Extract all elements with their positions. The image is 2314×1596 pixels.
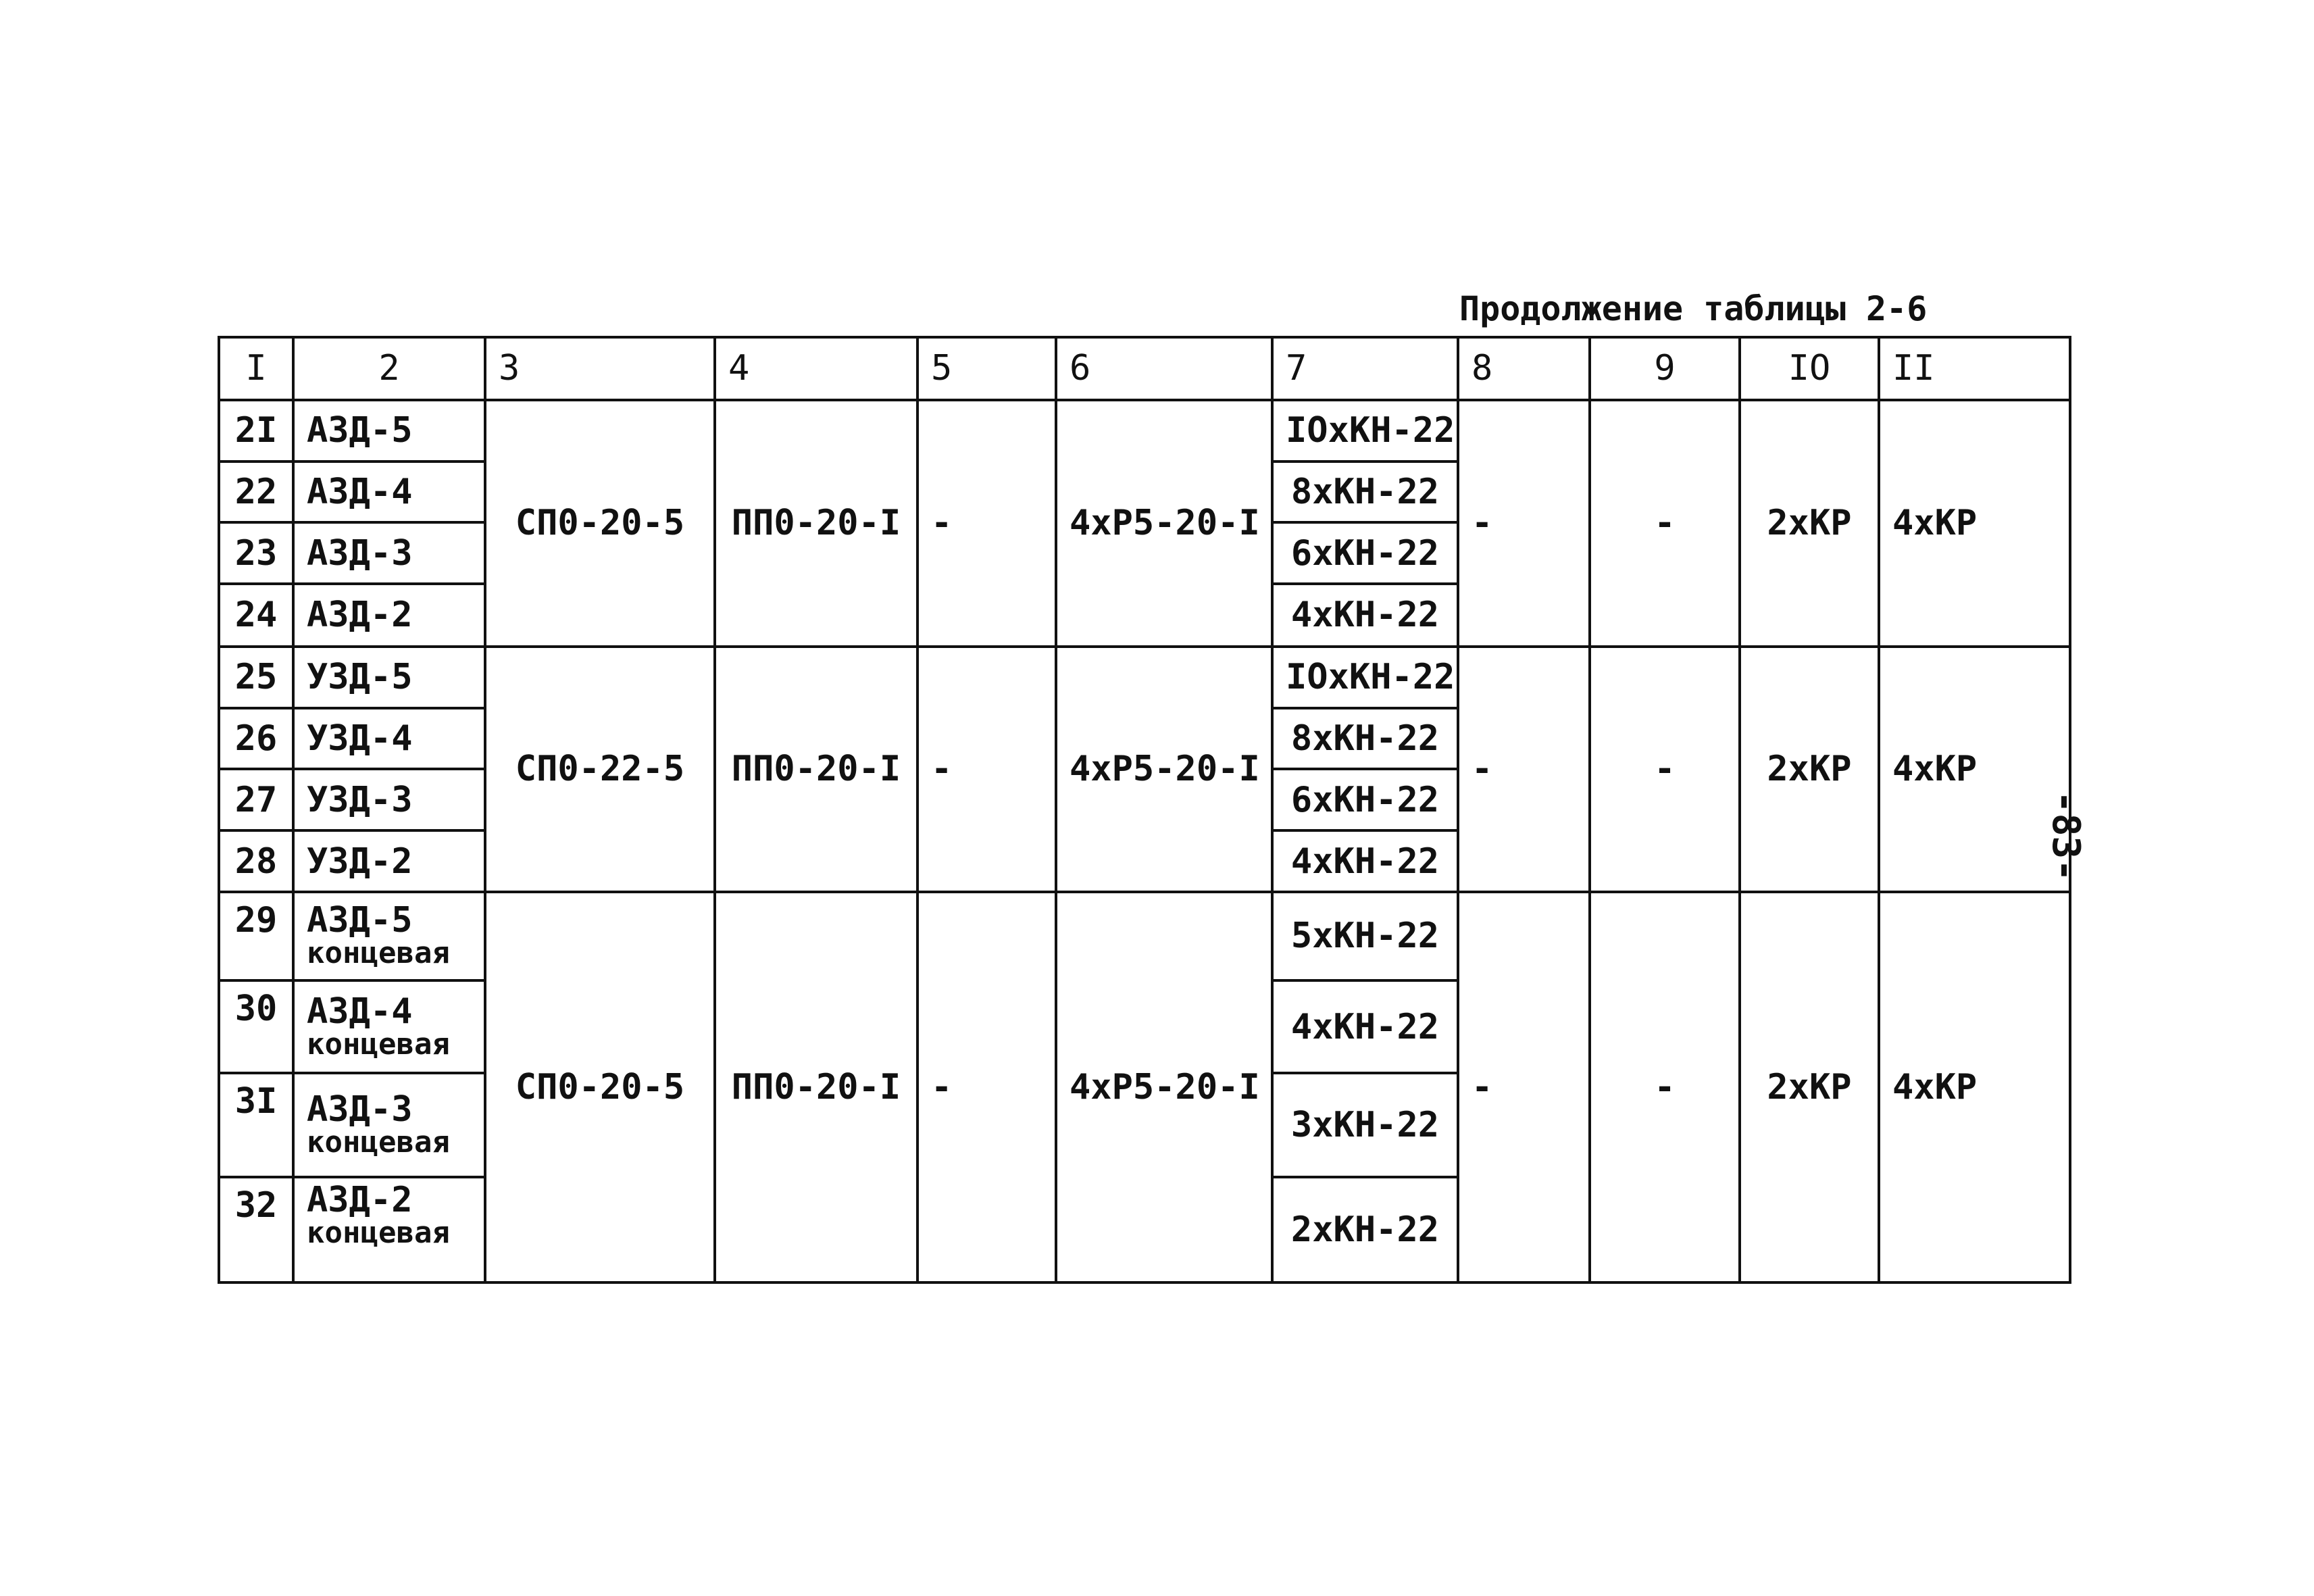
cell-col7: 4xКН-22: [1272, 584, 1458, 647]
cell-col7: 6xКН-22: [1272, 522, 1458, 584]
cell-col3: СП0-20-5: [485, 892, 715, 1282]
cell-col7: 3xКН-22: [1272, 1073, 1458, 1176]
item-name: УЗД-4: [293, 708, 485, 770]
item-name: [293, 980, 485, 1073]
item-name: УЗД-3: [293, 769, 485, 830]
row-number: 25: [219, 647, 293, 708]
row-number: 29: [219, 892, 293, 980]
cell-col7: 4xКН-22: [1272, 980, 1458, 1073]
header-cell: 2: [293, 337, 485, 400]
row-number: 23: [219, 522, 293, 584]
item-name-sub: концевая: [307, 1124, 450, 1159]
row-number: 22: [219, 462, 293, 523]
item-name-main: АЗД-5: [307, 900, 413, 941]
cell-col8: -: [1458, 400, 1590, 647]
row-number: 24: [219, 584, 293, 647]
item-name-sub: концевая: [307, 936, 450, 971]
spec-table: [218, 336, 2071, 1284]
row-number: 26: [219, 708, 293, 770]
cell-col4: ПП0-20-I: [715, 892, 917, 1282]
cell-col5: -: [917, 400, 1056, 647]
item-name: УЗД-2: [293, 830, 485, 892]
cell-col11: 4xКР: [1879, 400, 2070, 647]
row-number: 2I: [219, 400, 293, 462]
cell-col5: -: [917, 892, 1056, 1282]
header-cell: 9: [1590, 337, 1740, 400]
cell-col11: 4xКР: [1879, 647, 2070, 892]
table-row: [219, 892, 2070, 980]
item-name: [293, 1073, 485, 1176]
item-name: АЗД-4: [293, 462, 485, 523]
page-number: -83-: [2044, 791, 2088, 882]
cell-col7: 8xКН-22: [1272, 462, 1458, 523]
cell-col10: 2xКР: [1740, 892, 1879, 1282]
header-cell: 6: [1056, 337, 1272, 400]
cell-col10: 2xКР: [1740, 647, 1879, 892]
row-number: 28: [219, 830, 293, 892]
cell-col10: 2xКР: [1740, 400, 1879, 647]
cell-col4: ПП0-20-I: [715, 400, 917, 647]
table-row: [219, 647, 2070, 708]
cell-col7: IOxКН-22: [1272, 400, 1458, 462]
item-name-sub: концевая: [307, 1215, 450, 1250]
cell-col5: -: [917, 647, 1056, 892]
item-name-main: АЗД-4: [307, 991, 413, 1032]
cell-col7: 6xКН-22: [1272, 769, 1458, 830]
item-name: [293, 1177, 485, 1282]
item-name: УЗД-5: [293, 647, 485, 708]
row-number: 27: [219, 769, 293, 830]
item-name-main: АЗД-2: [307, 1179, 413, 1220]
table-caption: Продолжение таблицы 2-6: [1459, 289, 1928, 328]
cell-col7: 8xКН-22: [1272, 708, 1458, 770]
header-cell: 4: [715, 337, 917, 400]
cell-col7: 4xКН-22: [1272, 830, 1458, 892]
item-name-main: АЗД-3: [307, 1089, 413, 1130]
header-cell: I: [219, 337, 293, 400]
header-cell: 5: [917, 337, 1056, 400]
cell-col9: -: [1590, 647, 1740, 892]
cell-col3: СП0-20-5: [485, 400, 715, 647]
cell-col6: 4xР5-20-I: [1056, 892, 1272, 1282]
cell-col6: 4xР5-20-I: [1056, 400, 1272, 647]
cell-col9: -: [1590, 892, 1740, 1282]
cell-col7: 2xКН-22: [1272, 1177, 1458, 1282]
row-number: 3I: [219, 1073, 293, 1176]
header-cell: 3: [485, 337, 715, 400]
cell-col11: 4xКР: [1879, 892, 2070, 1282]
row-number: 30: [219, 980, 293, 1073]
header-cell: II: [1879, 337, 2070, 400]
cell-col8: -: [1458, 647, 1590, 892]
cell-col3: СП0-22-5: [485, 647, 715, 892]
item-name-sub: концевая: [307, 1026, 450, 1062]
cell-col8: -: [1458, 892, 1590, 1282]
item-name: АЗД-3: [293, 522, 485, 584]
row-number: 32: [219, 1177, 293, 1282]
item-name: АЗД-5: [293, 400, 485, 462]
cell-col7: 5xКН-22: [1272, 892, 1458, 980]
header-cell: 7: [1272, 337, 1458, 400]
cell-col4: ПП0-20-I: [715, 647, 917, 892]
cell-col9: -: [1590, 400, 1740, 647]
header-row: [219, 337, 2070, 400]
cell-col6: 4xР5-20-I: [1056, 647, 1272, 892]
cell-col7: IOxКН-22: [1272, 647, 1458, 708]
header-cell: IO: [1740, 337, 1879, 400]
table-row: [219, 400, 2070, 462]
header-cell: 8: [1458, 337, 1590, 400]
item-name: [293, 892, 485, 980]
item-name: АЗД-2: [293, 584, 485, 647]
